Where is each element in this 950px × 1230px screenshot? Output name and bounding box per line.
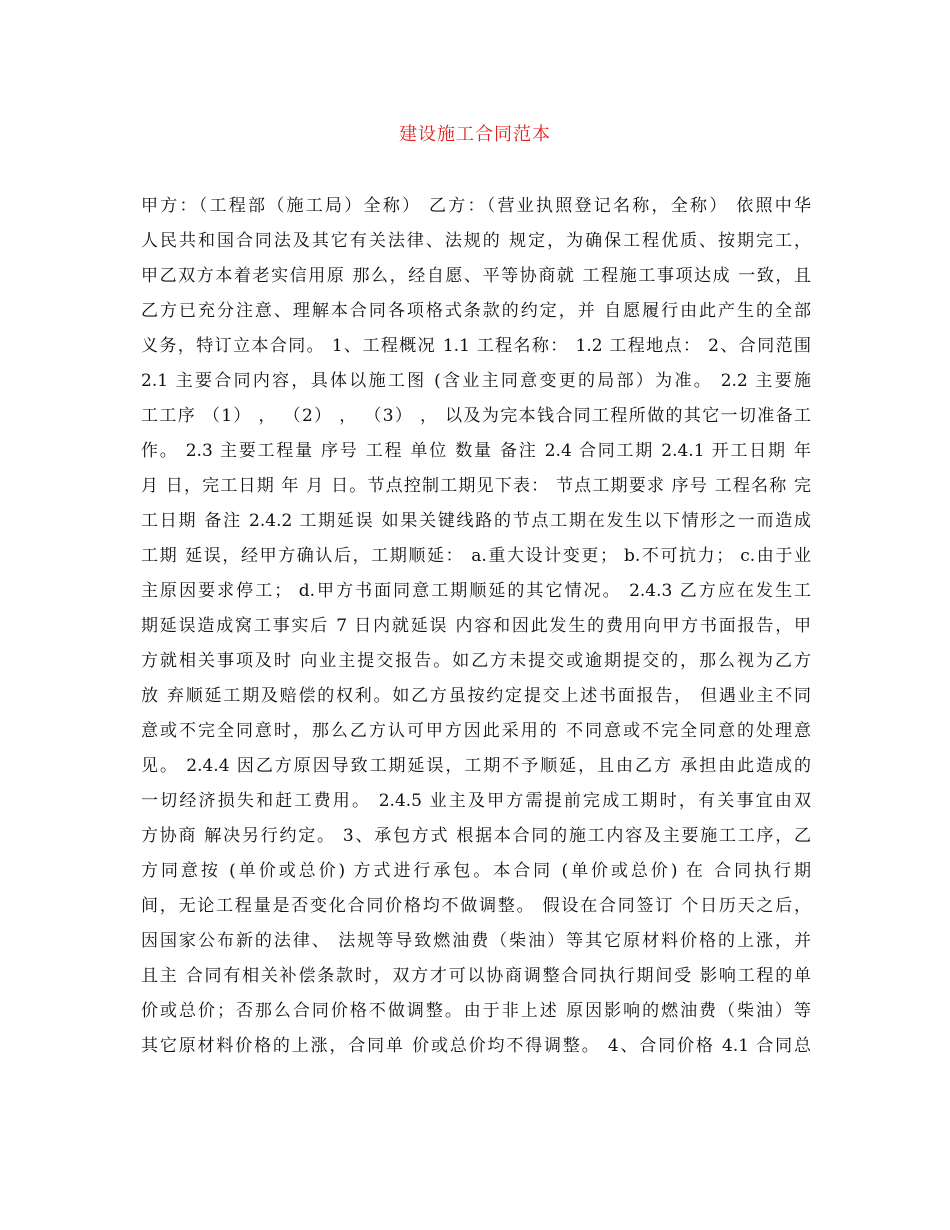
body-line: 方协商 解决另行约定。 3、承包方式 根据本合同的施工内容及主要施工工序，乙 — [141, 826, 811, 846]
body-line: 方就相关事项及时 向业主提交报告。如乙方未提交或逾期提交的，那么视为乙方 — [141, 651, 811, 671]
body-line: 工日期 备注 2.4.2 工期延误 如果关键线路的节点工期在发生以下情形之一而造成 — [141, 511, 811, 531]
body-line: 因国家公布新的法律、 法规等导致燃油费（柴油）等其它原材料价格的上涨，并 — [141, 931, 811, 951]
body-line: 一切经济损失和赶工费用。 2.4.5 业主及甲方需提前完成工期时，有关事宜由双 — [141, 791, 811, 811]
body-line: 工期 延误，经甲方确认后，工期顺延： a.重大设计变更； b.不可抗力； c.由于业 — [141, 546, 811, 566]
body-line: 甲方：（工程部（施工局）全称） 乙方：（营业执照登记名称，全称） 依照中华 — [141, 196, 811, 216]
body-line: 2.1 主要合同内容，具体以施工图 (含业主同意变更的局部）为准。 2.2 主要施 — [141, 371, 811, 391]
body-line: 其它原材料价格的上涨，合同单 价或总价均不得调整。 4、合同价格 4.1 合同总 — [141, 1036, 811, 1056]
body-line: 甲乙双方本着老实信用原 那么，经自愿、平等协商就 工程施工事项达成 一致，且 — [141, 266, 811, 286]
contract-body — [141, 189, 811, 1064]
body-line: 放 弃顺延工期及赔偿的权利。如乙方虽按约定提交上述书面报告， 但遇业主不同 — [141, 686, 811, 706]
body-line: 义务，特订立本合同。 1、工程概况 1.1 工程名称： 1.2 工程地点： 2、合同范围 — [141, 336, 811, 356]
body-line: 作。 2.3 主要工程量 序号 工程 单位 数量 备注 2.4 合同工期 2.4.1 开工日期 年 — [141, 441, 811, 461]
body-line: 且主 合同有相关补偿条款时，双方才可以协商调整合同执行期间受 影响工程的单 — [141, 966, 811, 986]
document-title: 建设施工合同范本 — [399, 124, 551, 145]
body-line: 价或总价；否那么合同价格不做调整。由于非上述 原因影响的燃油费（柴油）等 — [141, 1001, 811, 1021]
body-line: 见。 2.4.4 因乙方原因导致工期延误，工期不予顺延，且由乙方 承担由此造成的 — [141, 756, 811, 776]
body-line: 工工序 （1） ， （2） ， （3） ， 以及为完本钱合同工程所做的其它一切准备工 — [141, 406, 811, 426]
body-line: 人民共和国合同法及其它有关法律、法规的 规定，为确保工程优质、按期完工， — [141, 231, 811, 251]
body-line: 方同意按 (单价或总价) 方式进行承包。本合同 (单价或总价) 在 合同执行期 — [141, 861, 811, 881]
body-line: 主原因要求停工； d.甲方书面同意工期顺延的其它情况。 2.4.3 乙方应在发生工 — [141, 581, 811, 601]
body-line: 月 日，完工日期 年 月 日。节点控制工期见下表： 节点工期要求 序号 工程名称 完 — [141, 476, 811, 496]
body-line: 意或不完全同意时，那么乙方认可甲方因此采用的 不同意或不完全同意的处理意 — [141, 721, 811, 741]
body-line: 期延误造成窝工事实后 7 日内就延误 内容和因此发生的费用向甲方书面报告，甲 — [141, 616, 811, 636]
body-line: 间，无论工程量是否变化合同价格均不做调整。 假设在合同签订 个日历天之后， — [141, 896, 811, 916]
body-line: 乙方已充分注意、理解本合同各项格式条款的约定，并 自愿履行由此产生的全部 — [141, 301, 811, 321]
